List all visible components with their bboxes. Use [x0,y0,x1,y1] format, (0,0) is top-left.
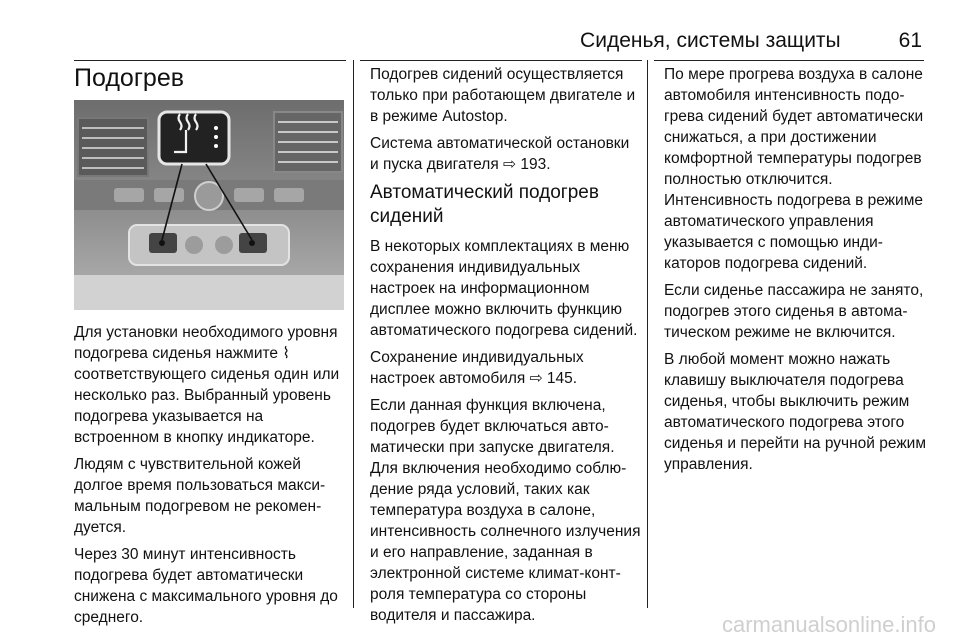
paragraph: В любой момент можно нажать клавишу выключателя подогрева сиденья, чтобы выключить режим автоматического подогрева этого сиденья и перейти на ручной режим управления. [664,351,927,473]
subsection-heading: Автоматический подогрев сидений [370,182,599,227]
paragraph: Сохранение индивидуальных настроек автомобиля ⇨ 145. [370,349,584,387]
page-header [360,26,922,56]
paragraph: По мере прогрева воздуха в салоне автомобиля интенсивность подогрева сидений будет автоматически снижаться, а при достижении комфортной температуры подогрев полностью отключится. Интенсивность подогрева в режиме автоматического управления указывается с помощью индикаторов подогрева сидений. [664,66,924,272]
paragraph: Система автоматической остановки и пуска двигателя ⇨ 193. [370,135,630,173]
header-title: Сиденья, системы защиты [580,29,841,52]
column-divider-2 [647,60,648,608]
seat-heater-console-illustration [74,100,344,310]
paragraph: Если сиденье пассажира не занято, подогрев этого сиденья в автоматическом режиме не включится. [664,282,924,341]
watermark: carmanualsonline.info [721,612,936,637]
paragraph: Через 30 минут интенсивность подогрева будет автоматически снижена с максимального уровня до среднего. [74,546,338,626]
rule-col1 [74,60,346,61]
paragraph: Подогрев сидений осуществляется только при работающем двигателе и в режиме Autostop. [370,66,636,125]
paragraph: В некоторых комплектациях в меню сохранения индивидуальных настроек на информационном дисплее можно включить функцию автоматического подогрева сидений. [370,238,638,339]
right-air-vent [274,112,342,172]
section-title: Подогрев [74,64,185,92]
column-3 [664,64,932,481]
page-number: 61 [898,29,922,52]
column-divider-1 [353,60,354,608]
paragraph: Людям с чувствительной кожей долгое время пользоваться максимальным подогревом не рекомендуется. [74,456,326,536]
rule-col2 [360,60,642,61]
rule-col3 [654,60,924,61]
paragraph: Для установки необходимого уровня подогрева сиденья нажмите ⌇ соответствующего сиденья один или несколько раз. Выбранный уровень подогрева указывается на встроенном в кнопку индикаторе. [74,324,340,446]
left-air-vent [78,118,148,176]
column-1 [74,322,346,634]
column-2 [370,64,642,632]
paragraph: Если данная функция включена, подогрев будет включаться автоматически при запуске двигателя. Для включения необходимо соблюдение ряда условий, таких как температура воздуха в салоне, интенсивность солнечного излучения и его направление, заданная в электронной системе климат-контроля температура со стороны водителя и пассажира. [370,397,641,624]
